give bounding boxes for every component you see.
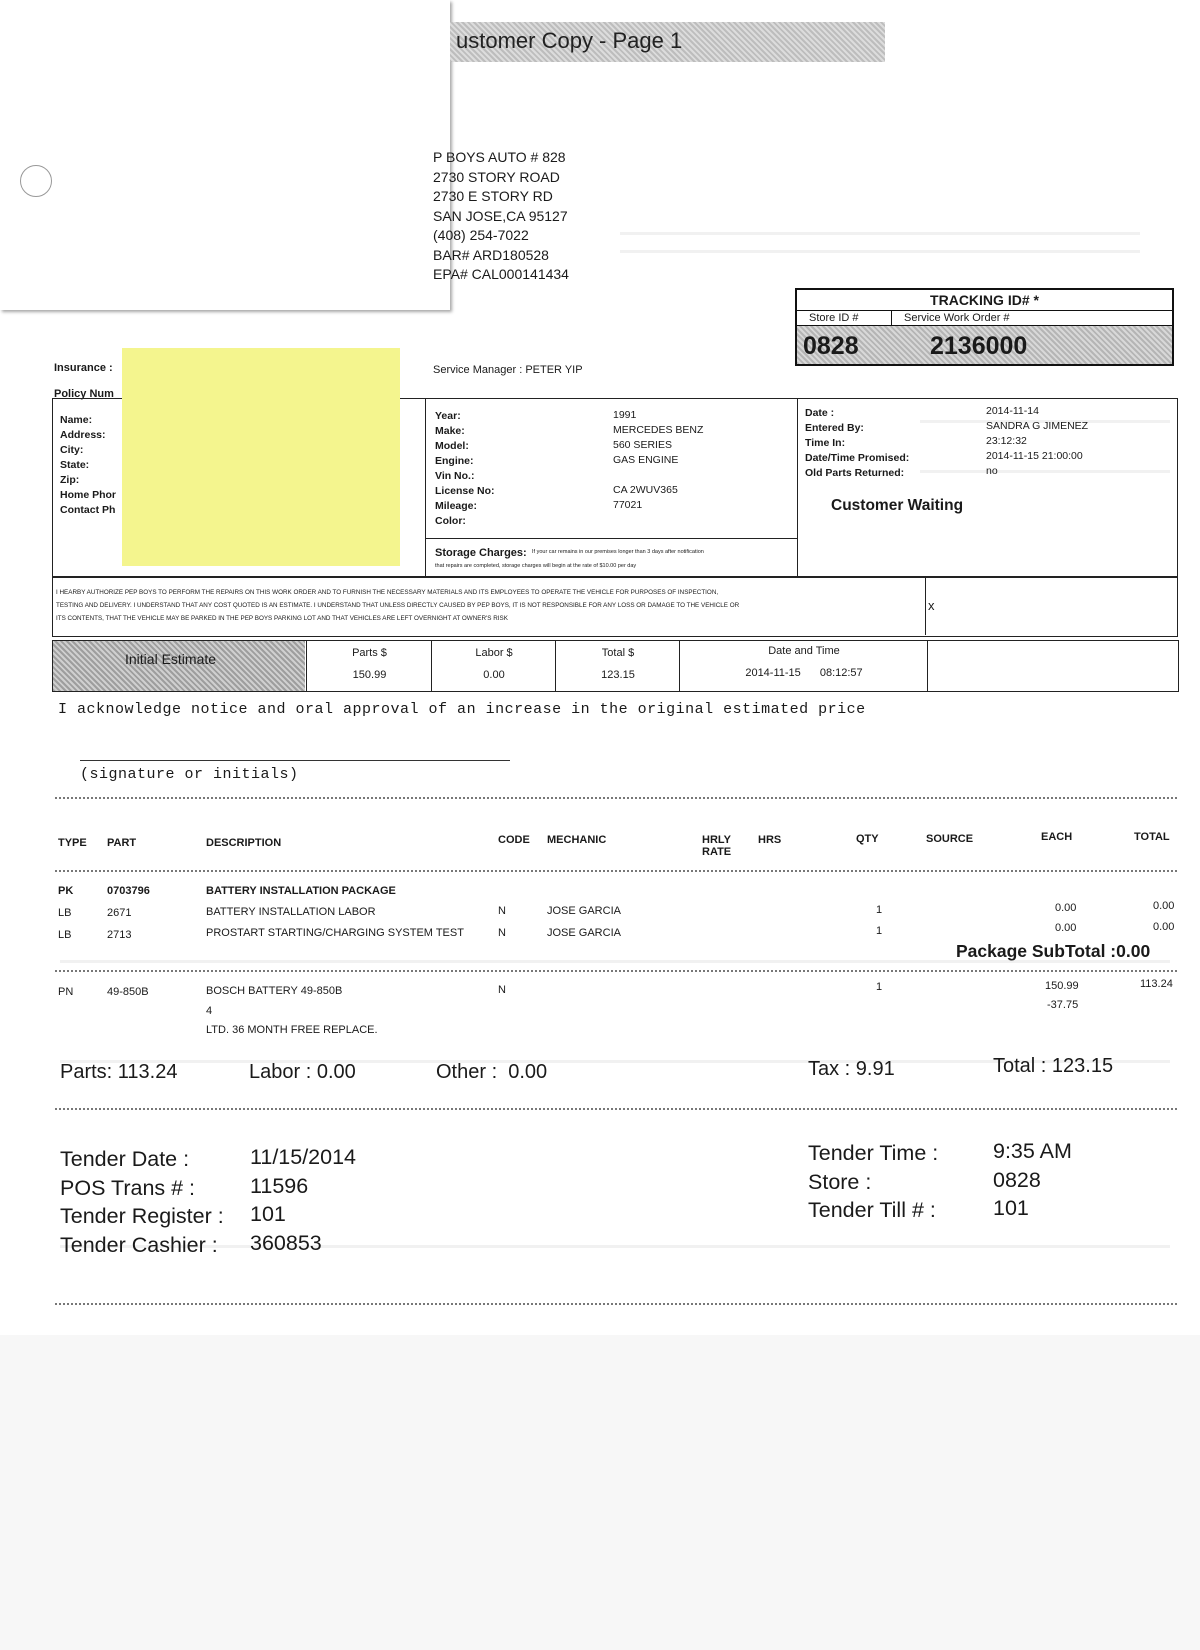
order-value: no [986, 465, 998, 477]
tracking-box [795, 288, 1174, 366]
vehicle-value: 77021 [613, 499, 643, 511]
divider [425, 538, 797, 539]
estimate-date: 2014-11-15 [745, 667, 801, 679]
vehicle-label: License No: [435, 485, 495, 497]
row-type: LB [58, 907, 72, 919]
separator [55, 1108, 1177, 1110]
tender-till-value: 101 [993, 1196, 1029, 1220]
row-total: 113.24 [1140, 978, 1173, 990]
overlapping-paper [0, 0, 450, 310]
tender-register-label: Tender Register : [60, 1204, 224, 1228]
store-label: Store : [808, 1169, 872, 1194]
row-each: 0.00 [1055, 922, 1077, 934]
store-line: BAR# ARD180528 [433, 246, 549, 263]
order-values [986, 404, 1088, 479]
estimate-box [52, 640, 1179, 692]
grand-total: Total : 123.15 [993, 1055, 1114, 1077]
header-hrs: HRS [758, 834, 782, 846]
row-type: PK [58, 885, 74, 897]
punch-hole [20, 165, 52, 197]
header-each: EACH [1041, 831, 1073, 843]
vehicle-label: Vin No.: [435, 470, 475, 482]
copy-banner [450, 22, 885, 62]
row-code: N [498, 927, 506, 939]
order-value: 2014-11-14 [986, 405, 1039, 417]
signature-caption: (signature or initials) [80, 766, 299, 783]
pos-trans-label: POS Trans # : [60, 1175, 196, 1200]
vehicle-value: 1991 [613, 409, 637, 421]
storage-label: Storage Charges: [435, 547, 527, 559]
row-qty: 1 [876, 981, 883, 993]
row-mechanic: JOSE GARCIA [547, 927, 621, 939]
header-source: SOURCE [926, 833, 974, 845]
vehicle-label: Make: [435, 425, 465, 437]
store-line: EPA# CAL000141434 [433, 266, 569, 282]
separator [55, 797, 1177, 799]
row-part: 2671 [107, 907, 132, 919]
divider [797, 398, 798, 576]
store-line: (408) 254-7022 [433, 227, 529, 243]
tender-cashier-label: Tender Cashier : [60, 1232, 218, 1257]
tender-left-values [250, 1143, 356, 1257]
header-hrly: HRLY [702, 834, 731, 846]
labor-label: Labor $ [475, 647, 513, 659]
row-discount: -37.75 [1047, 999, 1079, 1011]
authorization-line: TESTING AND DELIVERY. I UNDERSTAND THAT ANY COST QUOTED IS AN ESTIMATE. I UNDERSTAND THAT UNLESS DIRECTLY CAUSED BY PEP BOYS, IT IS NOT RESPONSIBLE FOR ANY LOSS OR DAMAGE TO THE VEHICLE OR [56, 602, 740, 609]
customer-labels [60, 413, 116, 518]
row-qty: 1 [876, 925, 883, 937]
authorization-line: ITS CONTENTS, THAT THE VEHICLE MAY BE PARKED IN THE PEP BOYS PARKING LOT AND THAT VEHICLES ARE LEFT OVERNIGHT AT OWNER'S RISK [56, 615, 508, 622]
tax-total: Tax : 9.91 [808, 1058, 895, 1080]
parts-value: 150.99 [352, 669, 387, 681]
header-part: PART [107, 837, 137, 849]
store-line: P BOYS AUTO # 828 [433, 149, 566, 165]
estimate-time: 08:12:57 [819, 667, 863, 679]
separator [55, 970, 1177, 972]
header-total: TOTAL [1134, 831, 1170, 843]
row-description: BOSCH BATTERY 49-850B [206, 985, 343, 997]
customer-label: Contact Ph [60, 504, 116, 516]
parts-label: Parts $ [352, 647, 387, 659]
estimate-label-cell [53, 641, 305, 691]
vehicle-label: Mileage: [435, 500, 478, 512]
customer-label: Home Phor [60, 489, 117, 501]
vehicle-values [613, 408, 703, 513]
datetime-label: Date and Time [768, 645, 840, 657]
work-order-value: 2136000 [930, 332, 1028, 360]
customer-label: Name: [60, 414, 93, 426]
row-each: 0.00 [1055, 902, 1077, 914]
header-code: CODE [498, 834, 530, 846]
header-mechanic: MECHANIC [547, 834, 607, 846]
row-qty: 1 [876, 904, 883, 916]
parts-total: Parts: 113.24 [60, 1061, 178, 1083]
customer-label: City: [60, 444, 84, 456]
store-line: 2730 STORY ROAD [433, 168, 560, 185]
storage-text: If your car remains in our premises longer than 3 days after notification [532, 549, 704, 555]
tracking-title: TRACKING ID# * [797, 290, 1172, 311]
order-label: Time In: [805, 437, 846, 449]
divider [425, 398, 426, 576]
tender-date-value: 11/15/2014 [250, 1145, 357, 1169]
vehicle-label: Engine: [435, 455, 474, 467]
service-manager: Service Manager : PETER YIP [433, 364, 583, 376]
estimate-parts [306, 641, 432, 691]
vehicle-label: Model: [435, 440, 469, 452]
ghost-text [60, 1245, 1170, 1248]
row-description: BATTERY INSTALLATION LABOR [206, 906, 376, 918]
vehicle-value: GAS ENGINE [613, 454, 679, 466]
banner-text: ustomer Copy - Page 1 [456, 28, 683, 53]
order-value: 2014-11-15 21:00:00 [986, 450, 1083, 462]
order-value: 23:12:32 [986, 435, 1027, 447]
row-part: 49-850B [107, 986, 149, 998]
store-address [433, 148, 569, 285]
row-total: 0.00 [1153, 921, 1175, 933]
ghost-text [620, 232, 1140, 235]
vehicle-label: Color: [435, 515, 466, 527]
order-labels [805, 406, 909, 481]
signature-x: x [928, 598, 935, 613]
row-each: 150.99 [1045, 980, 1079, 992]
tender-time-value: 9:35 AM [993, 1139, 1072, 1163]
work-order-label: Service Work Order # [904, 312, 1010, 324]
row-type: PN [58, 986, 74, 998]
labor-total: Labor : 0.00 [249, 1061, 356, 1083]
row-code: N [498, 905, 506, 917]
row-part: 2713 [107, 929, 132, 941]
ghost-text [620, 250, 1140, 253]
vehicle-value: 560 SERIES [613, 439, 672, 451]
vehicle-label: Year: [435, 410, 461, 422]
order-value: SANDRA G JIMENEZ [986, 420, 1089, 432]
tender-till-label: Tender Till # : [808, 1198, 936, 1222]
policy-label: Policy Num [54, 388, 114, 400]
customer-waiting: Customer Waiting [831, 497, 964, 514]
row-description: PROSTART STARTING/CHARGING SYSTEM TEST [206, 927, 464, 939]
labor-value: 0.00 [483, 669, 505, 681]
vehicle-value: MERCEDES BENZ [613, 424, 704, 436]
store-line: 2730 E STORY RD [433, 188, 553, 204]
vehicle-labels [435, 409, 495, 529]
order-label: Old Parts Returned: [805, 467, 905, 479]
store-id-value: 0828 [803, 332, 859, 360]
tender-register-value: 101 [250, 1202, 286, 1226]
authorization-line: I HEARBY AUTHORIZE PEP BOYS TO PERFORM THE REPAIRS ON THIS WORK ORDER AND TO FURNISH THE NECESSARY MATERIALS AND ITS EMPLOYEES TO OPERATE THE VEHICLE FOR PURPOSES OF INSPECTION, [56, 589, 719, 596]
store-id-label: Store ID # [797, 311, 892, 325]
authorization-text [56, 586, 926, 625]
tender-cashier-value: 360853 [250, 1230, 322, 1255]
header-type: TYPE [58, 837, 87, 849]
tracking-values [797, 326, 1172, 364]
tracking-labels [797, 311, 1172, 326]
tender-left-labels [60, 1145, 224, 1259]
row-mechanic: JOSE GARCIA [547, 905, 621, 917]
tender-right-values [993, 1137, 1072, 1223]
row-description: BATTERY INSTALLATION PACKAGE [206, 885, 396, 897]
customer-label: Zip: [60, 474, 80, 486]
row-note: LTD. 36 MONTH FREE REPLACE. [206, 1024, 378, 1036]
customer-label: State: [60, 459, 90, 471]
header-rate: RATE [702, 846, 732, 858]
total-value: 123.15 [601, 669, 635, 681]
other-total: Other : 0.00 [436, 1061, 548, 1083]
vehicle-value: CA 2WUV365 [613, 484, 678, 496]
store-value: 0828 [993, 1167, 1041, 1192]
vehicle-value [613, 468, 703, 483]
estimate-datetime [679, 641, 928, 691]
row-part: 0703796 [107, 885, 150, 897]
insurance-label: Insurance : [54, 362, 113, 374]
order-label: Entered By: [805, 422, 864, 434]
pos-trans-value: 11596 [250, 1173, 309, 1198]
acknowledge-text: I acknowledge notice and oral approval of an increase in the original estimated price [58, 701, 866, 718]
package-subtotal: Package SubTotal :0.00 [956, 941, 1151, 961]
tender-right-labels [808, 1139, 938, 1225]
row-code: N [498, 984, 506, 996]
signature-line [80, 760, 510, 761]
estimate-blank [927, 641, 1178, 691]
order-label: Date/Time Promised: [805, 452, 910, 464]
row-note: 4 [206, 1005, 213, 1017]
estimate-label: Initial Estimate [125, 651, 217, 667]
customer-label: Address: [60, 429, 106, 441]
estimate-total [555, 641, 680, 691]
tender-time-label: Tender Time : [808, 1141, 939, 1165]
redaction-sticky-note [122, 348, 400, 566]
order-label: Date : [805, 407, 835, 419]
total-label: Total $ [601, 647, 635, 659]
store-line: SAN JOSE,CA 95127 [433, 207, 568, 224]
separator [55, 870, 1177, 872]
tender-date-label: Tender Date : [60, 1147, 190, 1171]
header-description: DESCRIPTION [206, 837, 282, 849]
page-shadow [0, 1335, 1200, 1650]
storage-text: that repairs are completed, storage charges will begin at the rate of $10.00 per day [435, 563, 637, 569]
header-qty: QTY [856, 833, 879, 845]
row-type: LB [58, 929, 72, 941]
separator [55, 1303, 1177, 1305]
estimate-labor [431, 641, 556, 691]
row-total: 0.00 [1153, 900, 1175, 912]
